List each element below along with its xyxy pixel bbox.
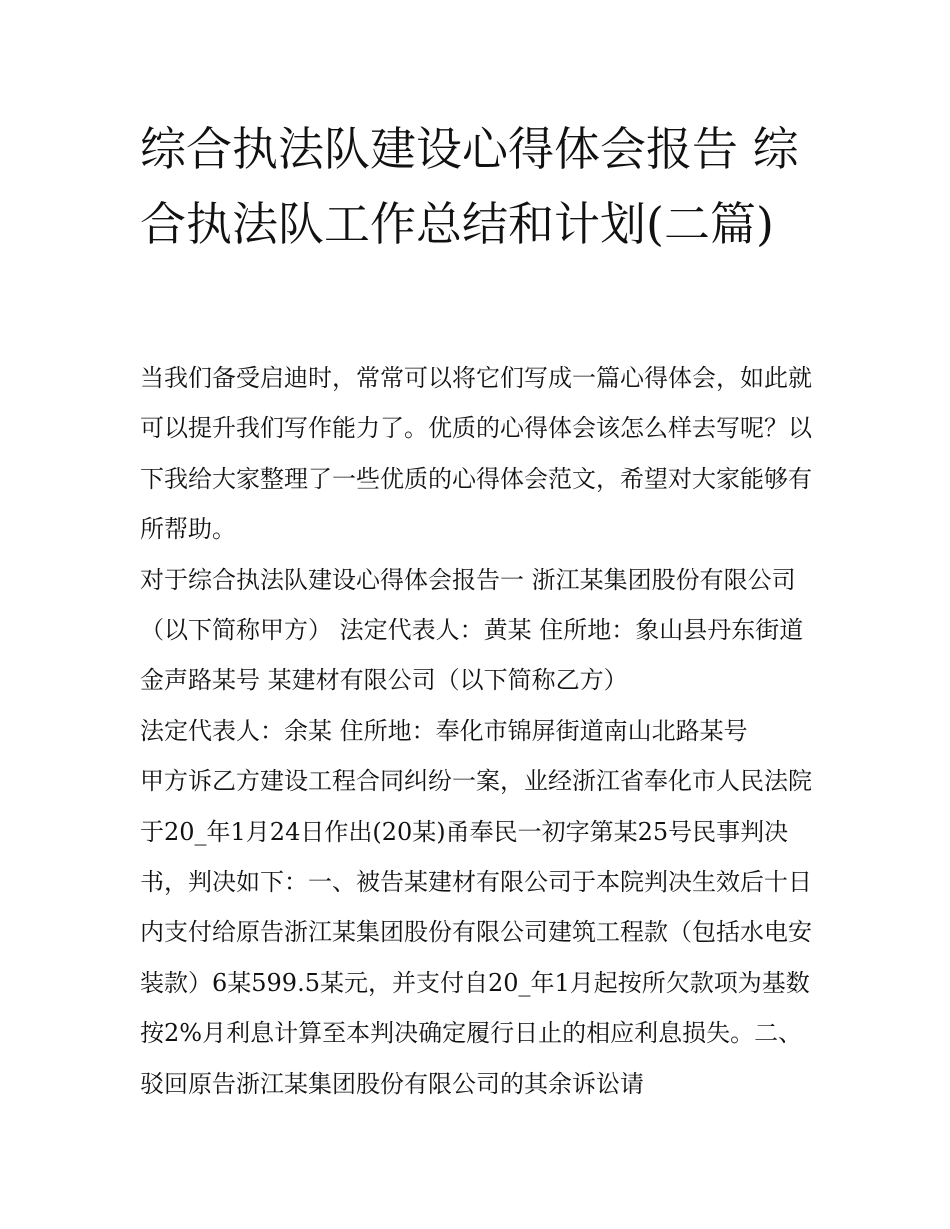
intro-paragraph: 当我们备受启迪时，常常可以将它们写成一篇心得体会，如此就可以提升我们写作能力了。优质的心得体会该怎么样去写呢？以下我给大家整理了一些优质的心得体会范文，希望对大家能够有所帮助。 xyxy=(140,364,812,544)
document-body xyxy=(140,353,812,1109)
parties-paragraph: 对于综合执法队建设心得体会报告一 浙江某集团股份有限公司（以下简称甲方） 法定代表人：黄某 住所地：象山县丹东街道金声路某号 某建材有限公司（以下简称乙方） xyxy=(140,565,804,695)
judgment-paragraph: 甲方诉乙方建设工程合同纠纷一案，业经浙江省奉化市人民法院于20_年1月24日作出(20某)甬奉民一初字第某25号民事判决书，判决如下：一、被告某建材有限公司于本院判决生效后十日内支付给原告浙江某集团股份有限公司建筑工程款（包括水电安装款）6某599.5某元，并支付自20_年1月起按所欠款项为基数按2%月利息计算至本判决确定履行日止的相应利息损失。二、驳回原告浙江某集团股份有限公司的其余诉讼请 xyxy=(140,767,812,1098)
representative-paragraph: 法定代表人：余某 住所地：奉化市锦屏街道南山北路某号 xyxy=(140,716,748,745)
document-title: 综合执法队建设心得体会报告 综合执法队工作总结和计划(二篇) xyxy=(140,122,799,251)
